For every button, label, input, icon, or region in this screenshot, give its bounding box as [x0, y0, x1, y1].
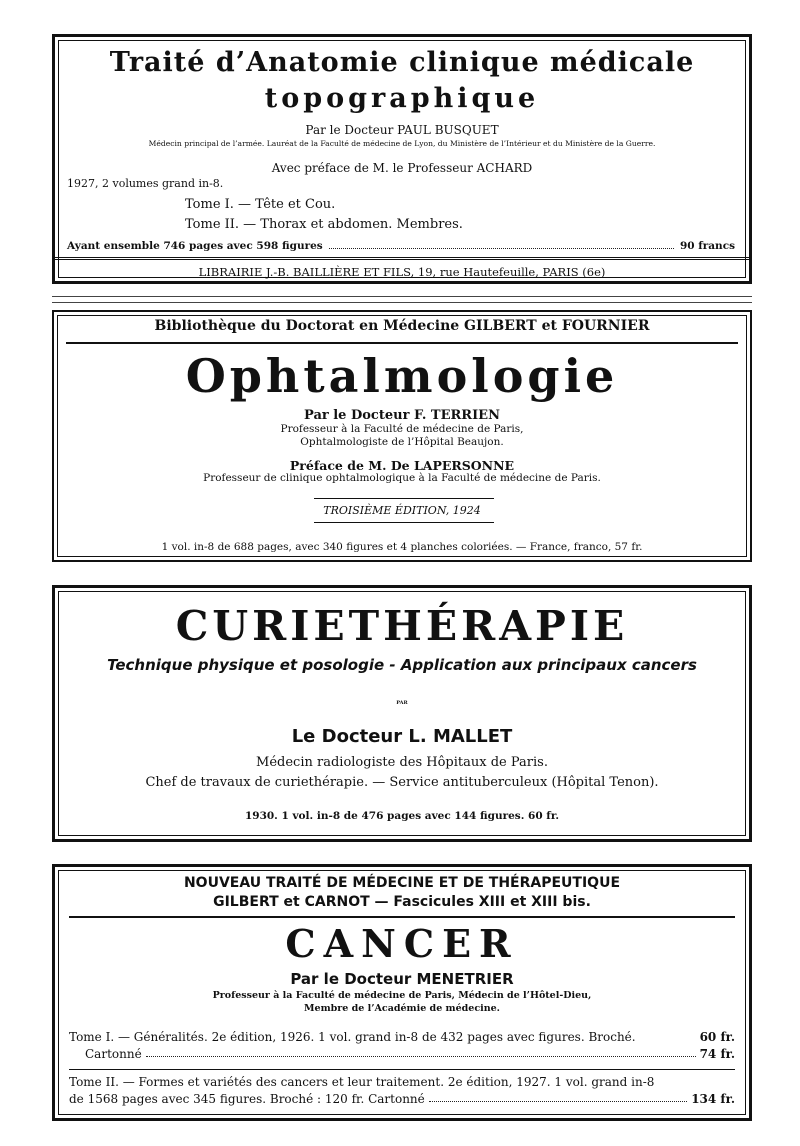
- ad3-cred2: Chef de travaux de curiethérapie. — Service antituberculeux (Hôpital Tenon).: [145, 775, 659, 790]
- ad1-tome1: Tome I. — Tête et Cou.: [185, 197, 336, 212]
- ad-ophtalmologie: [52, 310, 752, 562]
- ad4-tome1: Tome I. — Généralités. 2e édition, 1926. 1 vol. grand in-8 de 432 pages avec figures. Broché.: [69, 1030, 636, 1044]
- dot-leader: [146, 1047, 696, 1057]
- ad2-preface-cred: Professeur de clinique ophtalmologique à la Faculté de médecine de Paris.: [203, 472, 601, 484]
- separator: [52, 302, 752, 303]
- ad2-volume: 1 vol. in-8 de 688 pages, avec 340 figures et 4 planches coloriées. — France, franco, 57 fr.: [161, 541, 643, 553]
- ad4-author: Par le Docteur MENETRIER: [290, 970, 514, 988]
- ad4-title: CANCER: [285, 921, 519, 966]
- ad-cancer: [52, 864, 752, 1121]
- ad4-tome1-line: [69, 1030, 735, 1044]
- rule: [314, 522, 494, 523]
- ad-anatomie: [52, 34, 752, 284]
- ad4-cred2: Membre de l’Académie de médecine.: [304, 1003, 500, 1014]
- dot-leader: [429, 1092, 687, 1102]
- ad4-tome2-line2: [69, 1092, 735, 1106]
- ad4-head1: NOUVEAU TRAITÉ DE MÉDECINE ET DE THÉRAPEUTIQUE: [183, 875, 621, 891]
- ad1-title-line2: topographique: [264, 83, 540, 114]
- rule: [69, 916, 735, 918]
- ad2-author: Par le Docteur F. TERRIEN: [304, 408, 500, 423]
- ad1-author: Par le Docteur PAUL BUSQUET: [305, 123, 499, 137]
- ad3-subtitle: Technique physique et posologie - Application aux principaux cancers: [107, 656, 697, 674]
- ad1-tome2: Tome II. — Thorax et abdomen. Membres.: [185, 217, 463, 232]
- ad3-volume: 1930. 1 vol. in-8 de 476 pages avec 144 figures. 60 fr.: [244, 810, 560, 822]
- ad3-par: PAR: [396, 700, 408, 706]
- ad1-price-value: 90 francs: [679, 240, 735, 252]
- rule: [66, 342, 738, 344]
- ad1-publisher: LIBRAIRIE J.-B. BAILLIÈRE ET FILS, 19, rue Hautefeuille, PARIS (6e): [198, 265, 606, 279]
- ad2-preface: Préface de M. De LAPERSONNE: [289, 458, 515, 473]
- ad3-title: CURIETHÉRAPIE: [175, 602, 629, 650]
- ad3-author: Le Docteur L. MALLET: [291, 726, 513, 747]
- ad3-cred1: Médecin radiologiste des Hôpitaux de Paris.: [256, 755, 548, 770]
- spacer: [636, 1030, 700, 1044]
- ad1-credentials: Médecin principal de l’armée. Lauréat de la Faculté de médecine de Lyon, du Ministère de l’Intérieur et du Ministère de la Guerre.: [148, 139, 656, 148]
- ad2-edition: TROISIÈME ÉDITION, 1924: [323, 504, 481, 517]
- ad4-tome2-line: [69, 1075, 735, 1089]
- ad2-cred2: Ophtalmologiste de l’Hôpital Beaujon.: [300, 436, 504, 448]
- ad4-tome1-price: 60 fr.: [699, 1030, 735, 1044]
- ad4-tome2-price: 134 fr.: [691, 1092, 735, 1106]
- ad2-title: Ophtalmologie: [185, 349, 619, 403]
- ad1-volumes: 1927, 2 volumes grand in-8.: [67, 177, 224, 190]
- ad4-tome2-b: de 1568 pages avec 345 figures. Broché : 120 fr. Cartonné: [69, 1092, 425, 1106]
- dot-leader: [329, 240, 674, 249]
- separator: [52, 296, 752, 297]
- ad1-price-label: Ayant ensemble 746 pages avec 598 figures: [67, 240, 323, 252]
- double-rule: [55, 257, 749, 260]
- ad4-tome2: Tome II. — Formes et variétés des cancers et leur traitement. 2e édition, 1927. 1 vol. grand in-8: [69, 1075, 655, 1089]
- ad-curietherapie: [52, 585, 752, 842]
- ad2-series: Bibliothèque du Doctorat en Médecine GILBERT et FOURNIER: [154, 318, 650, 334]
- ad4-tome1-cart-price: 74 fr.: [699, 1047, 735, 1061]
- ad1-preface: Avec préface de M. le Professeur ACHARD: [271, 161, 533, 175]
- ad2-cred1: Professeur à la Faculté de médecine de Paris,: [280, 423, 524, 435]
- ad1-title-line1: Traité d’Anatomie clinique médicale: [109, 47, 695, 78]
- ad4-tome1-cart: Cartonné: [85, 1047, 142, 1061]
- ad4-tome1-cart-line: [85, 1047, 735, 1061]
- ad1-price-line: [67, 240, 735, 252]
- ad4-cred1: Professeur à la Faculté de médecine de Paris, Médecin de l’Hôtel-Dieu,: [212, 990, 592, 1001]
- rule: [314, 498, 494, 499]
- rule: [69, 1069, 735, 1070]
- ad4-head2: GILBERT et CARNOT — Fascicules XIII et XIII bis.: [213, 894, 591, 910]
